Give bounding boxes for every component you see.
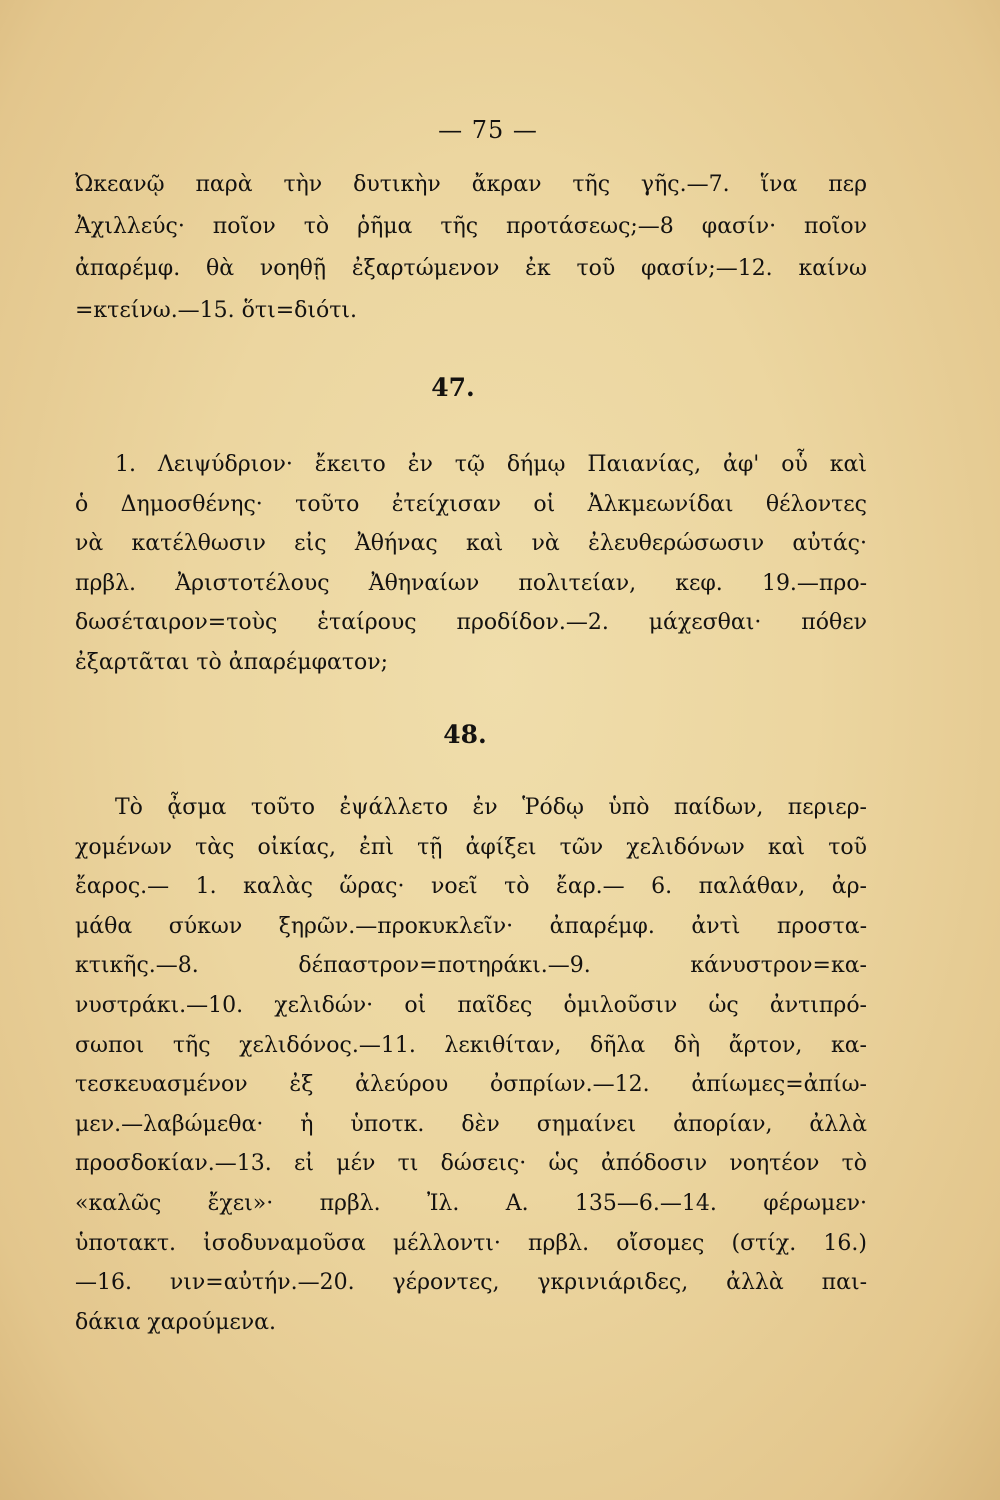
section-heading-48: 48. xyxy=(443,720,487,749)
text-line: Ὠκεανῷ παρὰ τὴν δυτικὴν ἄκραν τῆς γῆς.—7. ἵνα περ xyxy=(75,172,867,197)
text-line: πρβλ. Ἀριστοτέλους Ἀθηναίων πολιτείαν, κεφ. 19.—προ- xyxy=(75,570,867,596)
section-48-paragraph xyxy=(75,788,867,1342)
text-line: ἀπαρέμφ. θὰ νοηθῇ ἐξαρτώμενον ἐκ τοῦ φασίν;—12. καίνω xyxy=(75,256,867,281)
text-line: —16. νιν=αὐτήν.—20. γέροντες, γκρινιάριδες, ἀλλὰ παι- xyxy=(75,1270,867,1296)
text-line: 1. Λειψύδριον· ἔκειτο ἐν τῷ δήμῳ Παιανίας, ἀφ' οὗ καὶ xyxy=(115,452,867,477)
text-line: κτικῆς.—8. δέπαστρον=ποτηράκι.—9. κάνυστρον=κα- xyxy=(75,953,867,979)
text-line: τεσκευασμένον ἐξ ἀλεύρου ὀσπρίων.—12. ἀπίωμες=ἀπίω- xyxy=(75,1072,867,1098)
text-line: Ἀχιλλεύς· ποῖον τὸ ῥῆμα τῆς προτάσεως;—8 φασίν· ποῖον xyxy=(75,214,867,239)
text-line: χομένων τὰς οἰκίας, ἐπὶ τῇ ἀφίξει τῶν χελιδόνων καὶ τοῦ xyxy=(75,834,867,860)
text-line: νυστράκι.—10. χελιδών· οἱ παῖδες ὁμιλοῦσιν ὡς ἀντιπρό- xyxy=(75,992,867,1018)
text-line: ὑποτακτ. ἰσοδυναμοῦσα μέλλοντι· πρβλ. οἴσομες (στίχ. 16.) xyxy=(75,1230,867,1256)
text-line: δάκια χαρούμενα. xyxy=(75,1309,276,1335)
text-line: «καλῶς ἔχει»· πρβλ. Ἰλ. Α. 135—6.—14. φέρωμεν· xyxy=(75,1190,867,1216)
text-line: ὁ Δημοσθένης· τοῦτο ἐτείχισαν οἱ Ἀλκμεωνίδαι θέλοντες xyxy=(75,491,867,517)
text-line: μάθα σύκων ξηρῶν.—προκυκλεῖν· ἀπαρέμφ. ἀντὶ προστα- xyxy=(75,913,867,939)
text-line: ἔαρος.— 1. καλὰς ὥρας· νοεῖ τὸ ἔαρ.— 6. παλάθαν, ἀρ- xyxy=(75,874,867,900)
page-number: — 75 — xyxy=(438,116,538,144)
text-line: δωσέταιρον=τοὺς ἑταίρους προδίδον.—2. μάχεσθαι· πόθεν xyxy=(75,610,867,635)
text-line: ἐξαρτᾶται τὸ ἀπαρέμφατον; xyxy=(75,649,389,675)
text-line: μεν.—λαβώμεθα· ἡ ὑποτκ. δὲν σημαίνει ἀπορίαν, ἀλλὰ xyxy=(75,1111,867,1137)
section-47-paragraph xyxy=(75,445,867,682)
text-line: νὰ κατέλθωσιν εἰς Ἀθήνας καὶ νὰ ἐλευθερώσωσιν αὐτάς· xyxy=(75,531,867,556)
text-line: =κτείνω.—15. ὅτι=διότι. xyxy=(75,298,358,323)
text-line: προσδοκίαν.—13. εἰ μέν τι δώσεις· ὡς ἀπόδοσιν νοητέον τὸ xyxy=(75,1151,867,1177)
continuation-paragraph xyxy=(75,164,867,332)
text-line: Τὸ ᾆσμα τοῦτο ἐψάλλετο ἐν Ῥόδῳ ὑπὸ παίδων, περιερ- xyxy=(115,795,867,820)
text-line: σωποι τῆς χελιδόνος.—11. λεκιθίταν, δῆλα δὴ ἄρτον, κα- xyxy=(75,1032,867,1058)
section-heading-47: 47. xyxy=(431,373,475,402)
